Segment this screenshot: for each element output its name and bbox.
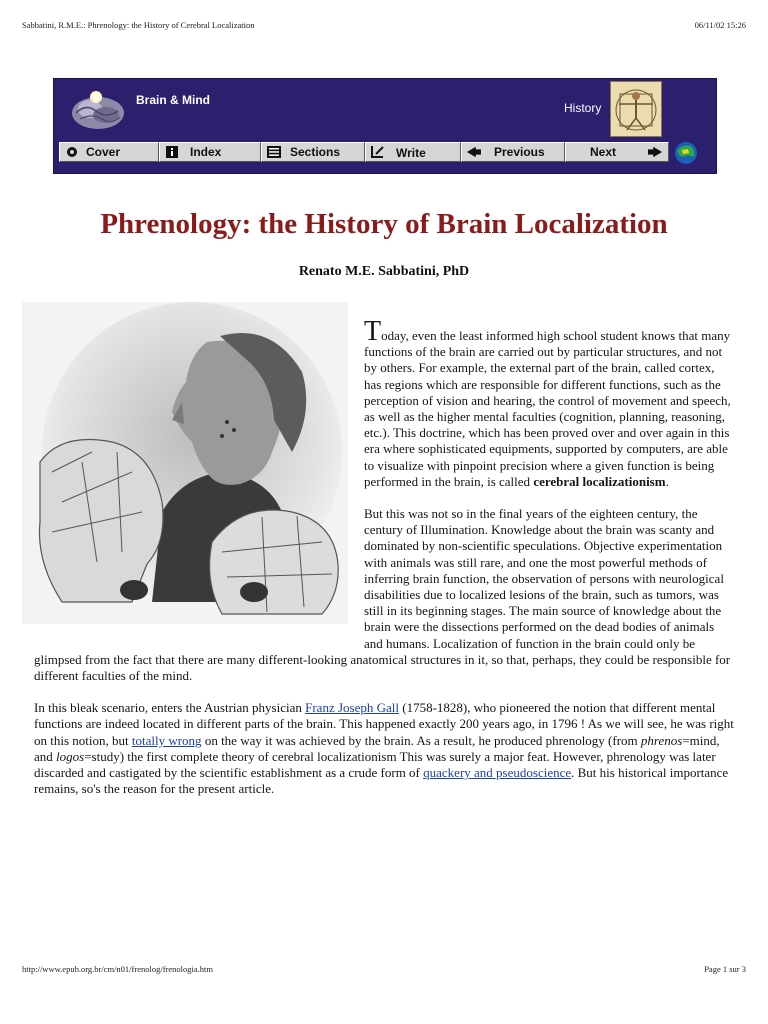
paragraph-2: But this was not so in the final years of the eighteen century, the century of Illumination. Knowledge about the brain was scanty and dominated by non-scientific speculations. Objective experimentation with animals was still rare, and one the most powerful methods of inferring brain function, the observation of persons with neurological disabilities due to localized lesions of the brain, such as tumors, was still in its beginning stages. The main source of knowledge about the brain were the dissections performed on the dead bodies of animals and humans. Localization of function in the brain could only be glimpsed from the fact that there are many different-looking anatomical structures in it, so that, perhaps, they could be responsible for different faculties of the mind.	[34, 506, 731, 684]
language-globe-icon[interactable]	[674, 141, 698, 165]
section-label: History	[564, 101, 602, 115]
article-title: Phrenology: the History of Brain Localization	[100, 208, 668, 240]
paragraph-3-part-b: (1758-1828), who pioneered the notion that different mental functions are indeed located in different parts of the brain. This happened exactly 200 years ago, in 1796 ! As we will see, he was right on this notion, but	[34, 700, 734, 748]
paragraph-3-part-e: =study) the first complete theory of cerebral localizationism This was surely a major feat. However, phrenology was later discarded and castigated by the scientific establishment as a crude form of	[34, 748, 716, 781]
paragraph-3-part-a: In this bleak scenario, enters the Austrian physician	[34, 700, 306, 716]
arrow-right-icon	[648, 146, 662, 158]
paragraph-3-part-d: =mind, and	[34, 732, 720, 764]
previous-label: Previous	[494, 145, 545, 159]
print-footer-url: http://www.epub.org.br/cm/n01/frenolog/frenologia.htm	[22, 964, 213, 974]
next-label: Next	[590, 145, 617, 159]
print-header-title: Sabbatini, R.M.E.: Phrenology: the History of Cerebral Localization	[22, 20, 255, 30]
quackery-pseudoscience-link[interactable]: quackery and pseudoscience	[423, 765, 572, 781]
article-author: Renato M.E. Sabbatini, PhD	[298, 264, 470, 279]
paragraph-3-part-c: on the way it was achieved by the brain. As a result, he produced phrenology (from	[201, 732, 641, 748]
franz-joseph-gall-link[interactable]: Franz Joseph Gall	[305, 700, 399, 716]
list-icon	[267, 146, 281, 158]
paragraph-3	[34, 700, 734, 797]
print-header-datetime: 06/11/02 15:26	[694, 20, 746, 30]
totally-wrong-link[interactable]: totally wrong	[131, 732, 202, 748]
brain-logo-icon[interactable]	[66, 83, 128, 135]
arrow-left-icon	[467, 146, 481, 158]
cover-button[interactable]	[59, 142, 159, 162]
paragraph-1-text: oday, even the least informed high school student knows that many functions of the brain are carried out by particular structures, and not by others. For example, the external part of the brain, called cortex, has regions which are responsible for different functions, such as the perception of vision and hearing, the control of movement and speech, as well as the higher mental faculties (cognition, planning, reasoning, etc.). This doctrine, which has been proved over and over again in this era where sophisticated equipments, supported by computers, are able to visualize with pinpoint precision where a given function is being performed in the brain, is called	[364, 328, 731, 489]
sections-label: Sections	[290, 145, 341, 159]
paragraph-3-part-f: . But his historical importance remains, so's the reason for the present article.	[34, 765, 729, 797]
drop-cap: T	[364, 316, 382, 347]
next-button[interactable]	[565, 142, 669, 162]
logos-term: logos	[56, 748, 85, 764]
info-icon	[165, 146, 179, 158]
site-title: Brain & Mind	[136, 93, 210, 107]
circle-icon	[65, 146, 79, 158]
article-body	[34, 316, 734, 813]
write-button[interactable]	[365, 142, 461, 162]
print-footer-page: Page 1 sur 3	[704, 964, 746, 974]
vitruvian-man-icon	[610, 81, 662, 137]
cover-label: Cover	[86, 145, 121, 159]
index-button[interactable]	[159, 142, 261, 162]
pen-icon	[371, 146, 385, 158]
cerebral-localizationism-term: cerebral localizationism	[533, 473, 666, 489]
write-label: Write	[396, 146, 426, 160]
index-label: Index	[190, 145, 222, 159]
sections-button[interactable]	[261, 142, 365, 162]
previous-button[interactable]	[461, 142, 565, 162]
navigation-banner	[53, 78, 717, 174]
nav-bar	[59, 142, 669, 162]
paragraph-1-end: .	[665, 473, 669, 489]
phrenos-term: phrenos	[640, 732, 683, 748]
